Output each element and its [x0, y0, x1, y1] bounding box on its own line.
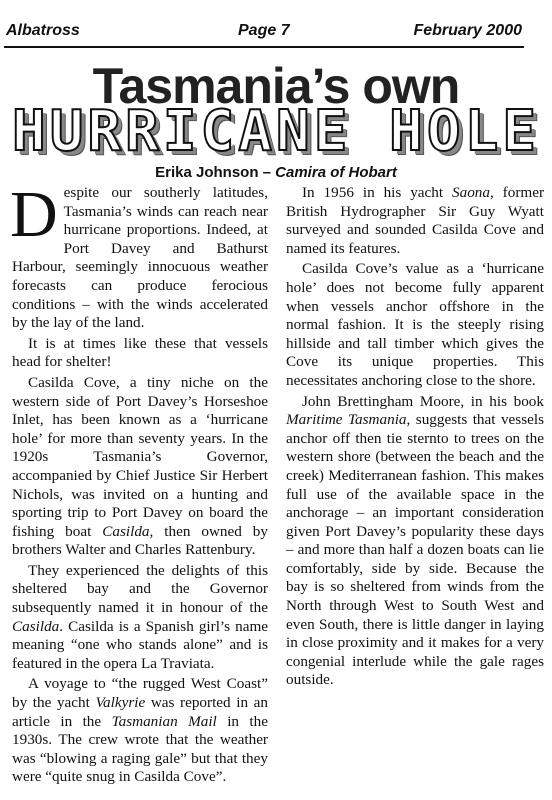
paragraph-text: espite our southerly latitudes, Tasmania’s winds can reach near hurricane proportions. Indeed, at Port Davey and Bathurst Harbour, seemingly innocuous weather forecasts can produce ferocious conditions – with the winds accelerated by the lay of the land.: [12, 184, 268, 332]
boat-name: Casilda: [102, 522, 150, 540]
page-number: Page 7: [238, 22, 290, 39]
paragraph-text: Casilda Cove’s value as a ‘hurricane hole’ does not become fully apparent when vessels anchor offshore in the normal fashion. It is the steeply rising hillside and tall timber which gives the Cove its unique properties. This necessitates anchoring close to the shore.: [286, 260, 544, 389]
article-column-left: [10, 178, 268, 789]
page-header: [6, 22, 522, 44]
book-title: Maritime Tasmania: [286, 411, 407, 429]
paragraph-text: , suggests that vessels anchor off then tie sternto to trees on the western shore (between the beach and the creek) Mediterranean fashion. This makes full use of the available space in the anchorage – an important consideration given Port Davey’s popularity these days – and more than half a dozen boats can lie comfortably, side by side. Because the bay is so sheltered from winds from the North through West to South West and even South, there is little danger in laying in close proximity and it makes for a very congenial interlude while the gale rages outside.: [286, 411, 544, 689]
paragraph-text: in the 1930s. The crew wrote that the weather was “blowing a raging gale” but that they were “quite snug in Casilda Cove”.: [12, 712, 268, 786]
paragraph-text: Casilda Cove, a tiny niche on the western side of Port Davey’s Horseshoe Inlet, has been known as a ‘hurricane hole’ for more than seventy years. In the 1920s Tasmania’s Governor, accompanied by Chief Justice Sir Herbert Nichols, was invited on a hunting and sporting trip to Port Davey on board the fishing boat: [12, 373, 268, 540]
issue-date: February 2000: [413, 22, 522, 39]
paragraph-text: John Brettingham Moore, in his book: [302, 392, 544, 410]
byline-author: Erika Johnson –: [155, 164, 276, 181]
paragraph-text: It is at times like these that vessels head for shelter!: [12, 334, 268, 371]
paragraph-text: A voyage to “the rugged West Coast” by the yacht: [12, 675, 268, 712]
byline-org: Camira of Hobart: [275, 164, 397, 181]
yacht-name: Saona: [452, 184, 490, 201]
paragraph: [286, 260, 544, 390]
header-rule: [4, 46, 524, 48]
boat-name: Casilda: [12, 617, 60, 635]
paragraph: [12, 374, 268, 560]
paragraph-text: was reported in an article in the: [12, 694, 268, 730]
article-title-line1: Tasmania’s own: [92, 58, 460, 114]
article-column-right: [286, 184, 544, 692]
drop-cap: D: [10, 178, 58, 251]
publication-name: Albatross: [6, 22, 80, 39]
paragraph-text: . Casilda is a Spanish girl’s name meaning “one who stands alone” and is featured in the opera La Traviata.: [12, 617, 268, 672]
article-title-line2: HURRICANE HOLE: [11, 99, 540, 164]
paragraph: [286, 184, 544, 258]
paragraph-text: In 1956 in his yacht: [302, 184, 452, 201]
paragraph: [10, 178, 268, 333]
yacht-name: Valkyrie: [95, 694, 146, 712]
paragraph-text: They experienced the delights of this sheltered bay and the Governor subsequently named it in honour of the: [12, 561, 268, 617]
paragraph: [12, 562, 268, 674]
byline: [0, 164, 552, 181]
paragraph-text: , then owned by brothers Walter and Charles Rattenbury.: [12, 522, 268, 559]
paragraph: [12, 335, 268, 372]
publication-ref: Tasmanian Mail: [111, 712, 217, 730]
paragraph: [286, 393, 544, 691]
paragraph-text: , former British Hydrographer Sir Guy Wyatt surveyed and sounded Casilda Cove and named its features.: [286, 184, 544, 257]
paragraph: [12, 675, 268, 787]
